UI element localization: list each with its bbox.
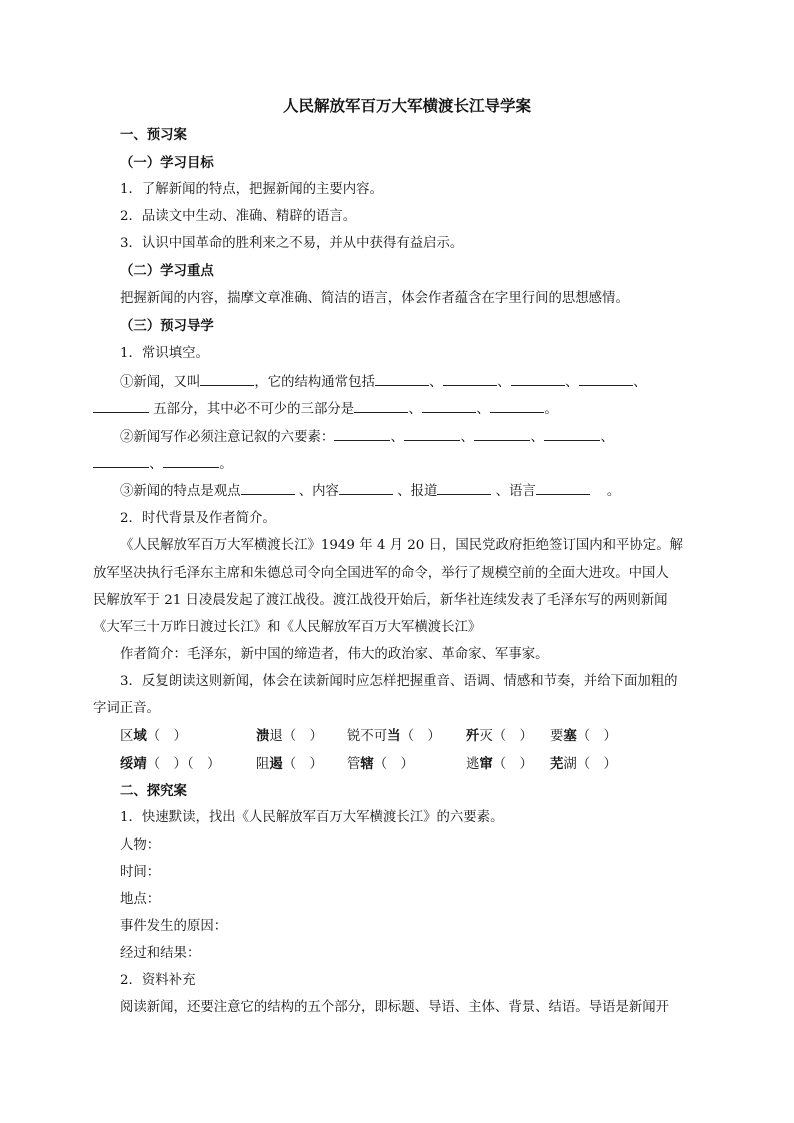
period: 。 [544,402,558,417]
q1b-prefix: ②新闻写作必须注意记叙的六要素： [120,430,335,445]
blank[interactable] [511,374,565,386]
blank[interactable] [241,483,295,495]
background-line-3: 民解放军于 21 日凌晨发起了渡江战役。渡江战役开始后，新华社连续发表了毛泽东写的两则新闻 [93,593,668,608]
comma: 、 [530,430,544,445]
question-1: 1．常识填空。 [120,346,209,361]
question-3-line-1: 3．反复朗读这则新闻，体会在读新闻时应怎样把握重音、语调、情感和节奏，并给下面加粗的 [120,674,678,689]
blank[interactable] [93,456,149,468]
objective-3: 3．认识中国革命的胜利来之不易，并从中获得有益启示。 [120,236,464,251]
objective-2: 2．品读文中生动、准确、精辟的语言。 [120,209,357,224]
supplement-text: 阅读新闻，还要注意它的结构的五个部分，即标题、导语、主体、背景、结语。导语是新闻开 [120,1000,670,1015]
subheading-guide: （三）预习导学 [120,318,214,334]
element-time: 时间： [120,865,161,880]
comma: 、 [476,402,490,417]
section-heading-preview: 一、预习案 [120,127,187,143]
focus-text: 把握新闻的内容，揣摩文章准确、简洁的语言，体会作者蕴含在字里行间的思想感情。 [120,291,629,306]
fill-blank-news-features [120,483,620,500]
blank[interactable] [200,374,254,386]
blank[interactable] [544,429,600,441]
q1c-report: 、报道 [397,484,438,499]
blank[interactable] [579,374,633,386]
fill-blank-news-structure [93,401,558,418]
comma: 、 [429,375,443,390]
section-heading-explore: 二、探究案 [120,783,187,799]
comma: 、 [408,402,422,417]
q1a-line2-mid: 五部分，其中必不可少的三部分是 [153,402,355,417]
author-intro: 作者简介：毛泽东，新中国的缔造者，伟大的政治家、革命家、军事家。 [120,647,549,662]
word-item[interactable]: 要塞（ ） [550,728,617,744]
subheading-focus: （二）学习重点 [120,263,214,279]
background-line-2: 放军坚决执行毛泽东主席和朱德总司令向全国进军的命令，举行了规模空前的全面大进攻。中国人 [93,566,669,581]
q1c-content: 、内容 [298,484,339,499]
blank[interactable] [339,483,393,495]
word-item[interactable]: 芜湖（ ） [550,756,617,772]
word-item[interactable]: 逃窜（ ） [466,756,533,772]
q1a-mid: ，它的结构通常包括 [254,375,375,390]
blank[interactable] [404,429,460,441]
blank[interactable] [474,429,530,441]
comma: 、 [149,457,163,472]
blank[interactable] [422,401,476,413]
q1c-prefix: ③新闻的特点是观点 [120,484,241,499]
period: 。 [219,457,233,472]
page-title: 人民解放军百万大军横渡长江导学案 [283,96,532,115]
blank[interactable] [443,374,497,386]
fill-blank-six-elements-cont [93,456,233,473]
word-item[interactable]: 区域（ ） [120,728,187,744]
blank[interactable] [490,401,544,413]
element-place: 地点： [120,892,161,907]
word-item[interactable]: 歼灭（ ） [466,728,533,744]
comma: 、 [565,375,579,390]
blank[interactable] [93,401,149,413]
blank[interactable] [334,429,390,441]
question-2: 2．时代背景及作者简介。 [120,511,276,526]
word-item[interactable]: 管辖（ ） [347,756,414,772]
comma: 、 [497,375,511,390]
comma: 、 [390,430,404,445]
explore-question-1: 1．快速默读，找出《人民解放军百万大军横渡长江》的六要素。 [120,810,504,825]
word-item[interactable]: 锐不可当（ ） [347,728,441,744]
period: 。 [606,484,621,499]
word-item[interactable]: 溃退（ ） [256,728,323,744]
blank[interactable] [375,374,429,386]
element-process-result: 经过和结果： [120,946,201,961]
blank[interactable] [437,483,491,495]
q1c-lang: 、语言 [495,484,536,499]
word-item[interactable]: 阻遏（ ） [256,756,323,772]
element-people: 人物： [120,838,161,853]
background-line-4: 《大军三十万昨日渡过长江》和《人民解放军百万大军横渡长江》 [93,620,482,635]
word-item[interactable]: 绥靖（ ）（ ） [120,756,221,772]
subheading-objectives: （一）学习目标 [120,155,214,171]
explore-question-2: 2．资料补充 [120,973,196,988]
comma: 、 [633,375,647,390]
blank[interactable] [163,456,219,468]
blank[interactable] [354,401,408,413]
comma: 、 [460,430,474,445]
objective-1: 1．了解新闻的特点，把握新闻的主要内容。 [120,182,383,197]
fill-blank-news-definition [120,374,647,391]
element-cause: 事件发生的原因： [120,919,228,934]
fill-blank-six-elements [120,429,614,446]
blank[interactable] [536,483,590,495]
q1a-prefix: ①新闻，又叫 [120,375,201,390]
background-line-1: 《人民解放军百万大军横渡长江》1949 年 4 月 20 日，国民党政府拒绝签订国内和平协定。解 [120,538,683,553]
question-3-line-2: 字词正音。 [93,701,160,716]
comma: 、 [600,430,614,445]
